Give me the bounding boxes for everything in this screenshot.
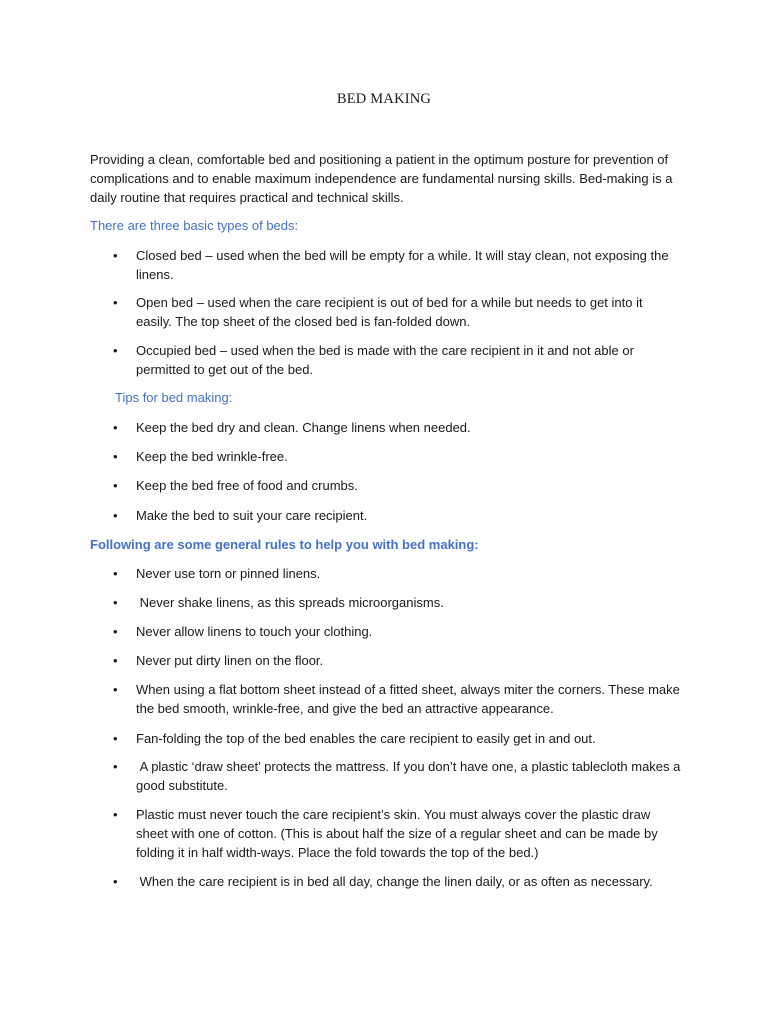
list-item-text: Plastic must never touch the care recipient’s skin. You must always cover the plastic draw sheet with one of cotton. (This is about half the size of a regular sheet and can be made by folding it in half width-ways. Place the fold towards the top of the bed.) (136, 807, 658, 860)
list-item-text: A plastic ‘draw sheet’ protects the mattress. If you don’t have one, a plastic tablecloth makes a good substitute. (136, 759, 684, 793)
bullet-glyph: • (113, 295, 118, 310)
bullet-glyph: • (113, 682, 118, 697)
section-heading-tips: Tips for bed making: (115, 390, 233, 405)
intro-paragraph: Providing a clean, comfortable bed and positioning a patient in the optimum posture for prevention of complications and to enable maximum independence are fundamental nursing skills. Bed-making is a daily routine that requires practical and technical skills. (90, 152, 673, 205)
bullet-glyph: • (113, 874, 118, 889)
bullet-glyph: • (113, 449, 118, 464)
list-item-text: Keep the bed free of food and crumbs. (136, 478, 358, 493)
section-heading-general-rules: Following are some general rules to help you with bed making: (90, 537, 479, 552)
bullet-glyph: • (113, 508, 118, 523)
bullet-glyph: • (113, 807, 118, 822)
list-item-text: Never shake linens, as this spreads microorganisms. (136, 595, 444, 610)
list-item-text: Never put dirty linen on the floor. (136, 653, 324, 668)
list-item-text: Keep the bed dry and clean. Change linens when needed. (136, 420, 471, 435)
bullet-glyph: • (113, 343, 118, 358)
list-item-text: Keep the bed wrinkle-free. (136, 449, 288, 464)
list-item-text: Make the bed to suit your care recipient. (136, 508, 368, 523)
section-heading-bed-types: There are three basic types of beds: (90, 218, 299, 233)
bullet-glyph: • (113, 595, 118, 610)
bullet-glyph: • (113, 731, 118, 746)
list-item-text: Closed bed – used when the bed will be empty for a while. It will stay clean, not exposing the linens. (136, 248, 669, 282)
list-item-text: Never allow linens to touch your clothing. (136, 624, 373, 639)
list-item-text: When using a flat bottom sheet instead of a fitted sheet, always miter the corners. These make the bed smooth, wrinkle-free, and give the bed an attractive appearance. (136, 682, 680, 716)
list-item-text: Fan-folding the top of the bed enables the care recipient to easily get in and out. (136, 731, 596, 746)
bullet-glyph: • (113, 420, 118, 435)
list-item-text: Never use torn or pinned linens. (136, 566, 321, 581)
list-item-text: Open bed – used when the care recipient is out of bed for a while but needs to get into it easily. The top sheet of the closed bed is fan-folded down. (136, 295, 643, 329)
bullet-glyph: • (113, 478, 118, 493)
list-item-text: When the care recipient is in bed all day, change the linen daily, or as often as necessary. (136, 874, 653, 889)
bullet-glyph: • (113, 566, 118, 581)
document-title: BED MAKING (336, 91, 432, 107)
bullet-glyph: • (113, 653, 118, 668)
list-item-text: Occupied bed – used when the bed is made with the care recipient in it and not able or permitted to get out of the bed. (136, 343, 634, 377)
bullet-glyph: • (113, 759, 118, 774)
bullet-glyph: • (113, 248, 118, 263)
bullet-glyph: • (113, 624, 118, 639)
